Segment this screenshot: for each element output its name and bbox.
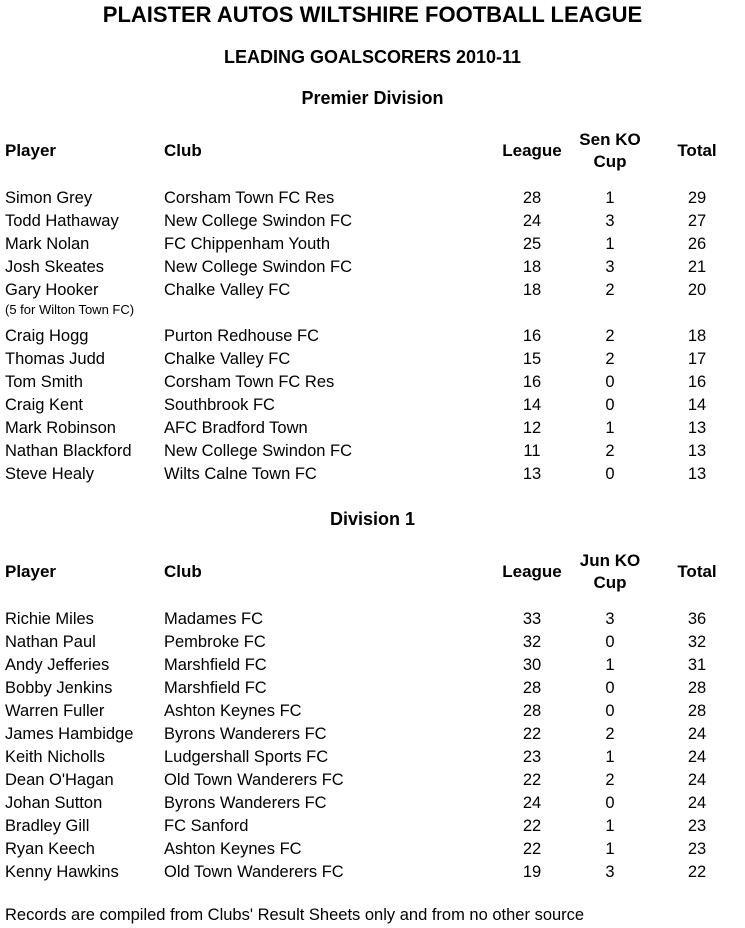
player-note: (5 for Wilton Town FC) — [5, 302, 135, 317]
total-goals: 36 — [687, 610, 707, 628]
club-name: Madames FC — [164, 610, 264, 628]
club-name: Chalke Valley FC — [164, 350, 291, 368]
player-name: Steve Healy — [5, 465, 94, 483]
club-name: New College Swindon FC — [164, 442, 353, 460]
league-goals: 12 — [522, 419, 542, 437]
league-goals: 22 — [522, 771, 542, 789]
total-goals: 28 — [687, 702, 707, 720]
total-goals: 24 — [687, 725, 707, 743]
total-goals: 24 — [687, 794, 707, 812]
total-goals: 20 — [687, 281, 707, 299]
header-league: League — [502, 562, 562, 581]
league-goals: 22 — [522, 725, 542, 743]
total-goals: 17 — [687, 350, 707, 368]
header-cup: Jun KO — [579, 551, 641, 570]
club-name: Wilts Calne Town FC — [164, 465, 317, 483]
cup-goals: 1 — [605, 817, 615, 835]
league-goals: 23 — [522, 748, 542, 766]
player-name: Tom Smith — [5, 373, 83, 391]
player-name: Dean O'Hagan — [5, 771, 114, 789]
header-cup: Sen KO — [579, 130, 641, 149]
player-name: James Hambidge — [5, 725, 134, 743]
league-goals: 24 — [522, 794, 542, 812]
page-subtitle: LEADING GOALSCORERS 2010-11 — [223, 47, 522, 67]
header-cup: Cup — [593, 152, 627, 171]
header-player: Player — [5, 141, 57, 160]
header-league: League — [502, 141, 562, 160]
club-name: AFC Bradford Town — [164, 419, 308, 437]
player-name: Warren Fuller — [5, 702, 105, 720]
section-title: Division 1 — [329, 509, 416, 529]
total-goals: 13 — [687, 465, 707, 483]
cup-goals: 0 — [605, 702, 615, 720]
player-name: Johan Sutton — [5, 794, 103, 812]
header-total: Total — [677, 141, 717, 160]
league-goals: 16 — [522, 327, 542, 345]
player-name: Bobby Jenkins — [5, 679, 113, 697]
player-name: Todd Hathaway — [5, 212, 119, 230]
total-goals: 13 — [687, 442, 707, 460]
league-goals: 14 — [522, 396, 542, 414]
cup-goals: 3 — [605, 610, 615, 628]
player-name: Andy Jefferies — [5, 656, 110, 674]
league-goals: 28 — [522, 679, 542, 697]
header-club: Club — [164, 562, 202, 581]
league-goals: 22 — [522, 817, 542, 835]
cup-goals: 0 — [605, 373, 615, 391]
club-name: Pembroke FC — [164, 633, 266, 651]
section-title: Premier Division — [301, 88, 444, 108]
player-name: Bradley Gill — [5, 817, 90, 835]
cup-goals: 1 — [605, 189, 615, 207]
total-goals: 14 — [687, 396, 707, 414]
league-goals: 18 — [522, 281, 542, 299]
cup-goals: 1 — [605, 235, 615, 253]
league-goals: 15 — [522, 350, 542, 368]
league-goals: 30 — [522, 656, 542, 674]
club-name: Marshfield FC — [164, 679, 267, 697]
league-goals: 33 — [522, 610, 542, 628]
total-goals: 24 — [687, 771, 707, 789]
league-goals: 16 — [522, 373, 542, 391]
header-club: Club — [164, 141, 202, 160]
club-name: Ashton Keynes FC — [164, 840, 302, 858]
total-goals: 18 — [687, 327, 707, 345]
total-goals: 22 — [687, 863, 707, 881]
total-goals: 32 — [687, 633, 707, 651]
header-total: Total — [677, 562, 717, 581]
player-name: Nathan Paul — [5, 633, 96, 651]
cup-goals: 0 — [605, 633, 615, 651]
club-name: Ashton Keynes FC — [164, 702, 302, 720]
player-name: Mark Nolan — [5, 235, 90, 253]
total-goals: 29 — [687, 189, 707, 207]
club-name: Chalke Valley FC — [164, 281, 291, 299]
cup-goals: 2 — [605, 442, 615, 460]
club-name: New College Swindon FC — [164, 258, 353, 276]
cup-goals: 1 — [605, 419, 615, 437]
league-goals: 28 — [522, 189, 542, 207]
player-name: Nathan Blackford — [5, 442, 132, 460]
page-title: PLAISTER AUTOS WILTSHIRE FOOTBALL LEAGUE — [102, 2, 643, 27]
league-goals: 28 — [522, 702, 542, 720]
club-name: Old Town Wanderers FC — [164, 771, 344, 789]
cup-goals: 0 — [605, 465, 615, 483]
total-goals: 31 — [687, 656, 707, 674]
league-goals: 25 — [522, 235, 542, 253]
player-name: Keith Nicholls — [5, 748, 105, 766]
club-name: FC Chippenham Youth — [164, 235, 331, 253]
player-name: Josh Skeates — [5, 258, 105, 276]
cup-goals: 3 — [605, 863, 615, 881]
total-goals: 27 — [687, 212, 707, 230]
club-name: Southbrook FC — [164, 396, 275, 414]
cup-goals: 0 — [605, 679, 615, 697]
cup-goals: 1 — [605, 656, 615, 674]
club-name: Marshfield FC — [164, 656, 267, 674]
club-name: New College Swindon FC — [164, 212, 353, 230]
league-goals: 19 — [522, 863, 542, 881]
league-goals: 18 — [522, 258, 542, 276]
league-goals: 22 — [522, 840, 542, 858]
player-name: Kenny Hawkins — [5, 863, 119, 881]
total-goals: 26 — [687, 235, 707, 253]
cup-goals: 2 — [605, 771, 615, 789]
league-goals: 32 — [522, 633, 542, 651]
club-name: Ludgershall Sports FC — [164, 748, 329, 766]
player-name: Mark Robinson — [5, 419, 116, 437]
total-goals: 24 — [687, 748, 707, 766]
player-name: Thomas Judd — [5, 350, 105, 368]
cup-goals: 2 — [605, 350, 615, 368]
cup-goals: 3 — [605, 212, 615, 230]
club-name: FC Sanford — [164, 817, 249, 835]
cup-goals: 0 — [605, 396, 615, 414]
total-goals: 13 — [687, 419, 707, 437]
player-name: Richie Miles — [5, 610, 94, 628]
club-name: Purton Redhouse FC — [164, 327, 320, 345]
player-name: Craig Kent — [5, 396, 83, 414]
footer-note: Records are compiled from Clubs' Result Sheets only and from no other source — [5, 906, 585, 924]
league-goals: 13 — [522, 465, 542, 483]
header-cup: Cup — [593, 573, 627, 592]
cup-goals: 1 — [605, 748, 615, 766]
header-player: Player — [5, 562, 57, 581]
club-name: Corsham Town FC Res — [164, 189, 335, 207]
cup-goals: 3 — [605, 258, 615, 276]
league-goals: 11 — [523, 442, 541, 460]
player-name: Ryan Keech — [5, 840, 95, 858]
total-goals: 21 — [687, 258, 707, 276]
total-goals: 28 — [687, 679, 707, 697]
cup-goals: 1 — [605, 840, 615, 858]
total-goals: 23 — [687, 840, 707, 858]
cup-goals: 2 — [605, 725, 615, 743]
club-name: Byrons Wanderers FC — [164, 725, 327, 743]
total-goals: 16 — [687, 373, 707, 391]
player-name: Gary Hooker — [5, 281, 99, 299]
cup-goals: 2 — [605, 327, 615, 345]
cup-goals: 2 — [605, 281, 615, 299]
club-name: Old Town Wanderers FC — [164, 863, 344, 881]
league-goals: 24 — [522, 212, 542, 230]
total-goals: 23 — [687, 817, 707, 835]
club-name: Corsham Town FC Res — [164, 373, 335, 391]
cup-goals: 0 — [605, 794, 615, 812]
club-name: Byrons Wanderers FC — [164, 794, 327, 812]
player-name: Craig Hogg — [5, 327, 89, 345]
player-name: Simon Grey — [5, 189, 93, 207]
